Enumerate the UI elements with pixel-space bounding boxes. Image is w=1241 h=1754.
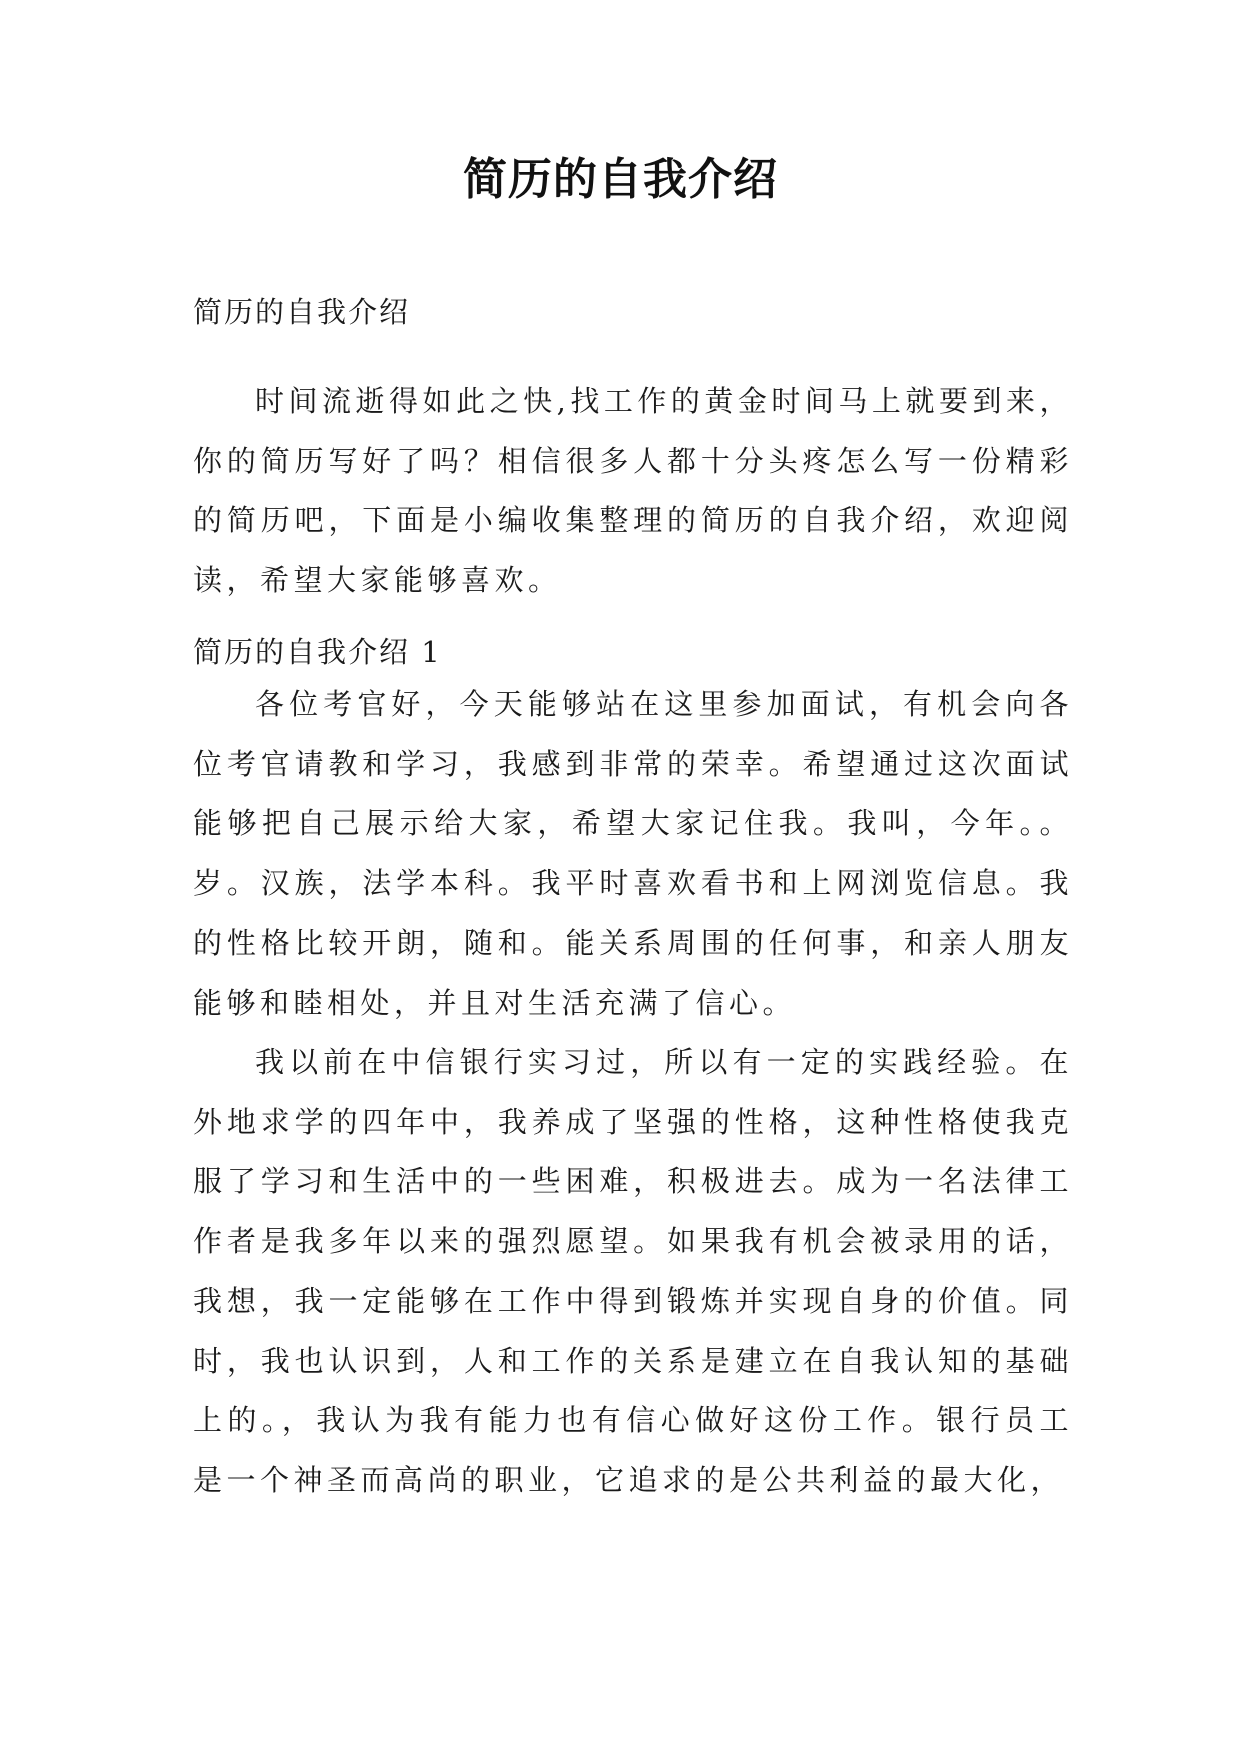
section-paragraph-1: 各位考官好，今天能够站在这里参加面试，有机会向各位考官请教和学习，我感到非常的荣幸。希望通过这次面试能够把自己展示给大家，希望大家记住我。我叫，今年。。岁。汉族，法学本科。我平时喜欢看书和上网浏览信息。我的性格比较开朗，随和。能关系周围的任何事，和亲人朋友能够和睦相处，并且对生活充满了信心。 [193,687,1073,1020]
intro-paragraph: 时间流逝得如此之快,找工作的黄金时间马上就要到来，你的简历写好了吗？相信很多人都十分头疼怎么写一份精彩的简历吧，下面是小编收集整理的简历的自我介绍，欢迎阅读，希望大家能够喜欢。 [193,384,1073,598]
section-paragraph-2: 我以前在中信银行实习过，所以有一定的实践经验。在外地求学的四年中，我养成了坚强的性格，这种性格使我克服了学习和生活中的一些困难，积极进去。成为一名法律工作者是我多年以来的强烈愿望。如果我有机会被录用的话，我想，我一定能够在工作中得到锻炼并实现自身的价值。同时，我也认识到，人和工作的关系是建立在自我认知的基础上的。，我认为我有能力也有信心做好这份工作。银行员工是一个神圣而高尚的职业，它追求的是公共利益的最大化， [193,1045,1073,1497]
document-subtitle: 简历的自我介绍 [193,295,411,329]
section-heading: 简历的自我介绍 1 [193,635,442,669]
document-title: 简历的自我介绍 [463,154,778,205]
